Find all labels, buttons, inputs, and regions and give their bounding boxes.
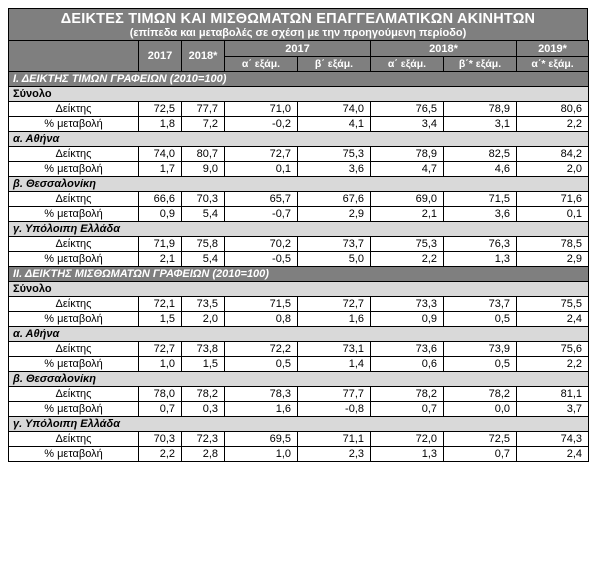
value-cell: 75,5: [517, 297, 589, 312]
table-subtitle: (επίπεδα και μεταβολές σε σχέση με την προηγούμενη περίοδο): [129, 27, 467, 39]
section-title: Ι. ΔΕΙΚΤΗΣ ΤΙΜΩΝ ΓΡΑΦΕΙΩΝ (2010=100): [9, 72, 589, 87]
value-cell: 72,0: [371, 432, 444, 447]
value-cell: 80,7: [182, 147, 225, 162]
row-label: % μεταβολή: [9, 402, 139, 417]
value-cell: 0,5: [444, 312, 517, 327]
value-cell: 78,0: [139, 387, 182, 402]
index-row: [9, 192, 589, 207]
group-row: [9, 417, 589, 432]
value-cell: 2,4: [517, 312, 589, 327]
index-table-document: [8, 8, 588, 462]
value-cell: 0,7: [444, 447, 517, 462]
value-cell: 0,5: [444, 357, 517, 372]
change-row: [9, 252, 589, 267]
value-cell: 77,7: [298, 387, 371, 402]
value-cell: 72,5: [444, 432, 517, 447]
header-half-1: α΄ εξάμ.: [225, 57, 298, 72]
value-cell: 9,0: [182, 162, 225, 177]
value-cell: 2,8: [182, 447, 225, 462]
value-cell: 84,2: [517, 147, 589, 162]
header-group-2019: 2019*: [517, 41, 589, 57]
value-cell: 73,6: [371, 342, 444, 357]
group-row: [9, 87, 589, 102]
value-cell: 78,2: [444, 387, 517, 402]
value-cell: 71,1: [298, 432, 371, 447]
value-cell: 1,3: [444, 252, 517, 267]
change-row: [9, 117, 589, 132]
row-label: Δείκτης: [9, 237, 139, 252]
value-cell: 66,6: [139, 192, 182, 207]
index-row: [9, 432, 589, 447]
value-cell: 3,6: [444, 207, 517, 222]
value-cell: 1,6: [298, 312, 371, 327]
value-cell: 2,9: [298, 207, 371, 222]
value-cell: 72,7: [298, 297, 371, 312]
value-cell: 2,9: [517, 252, 589, 267]
value-cell: 2,2: [517, 357, 589, 372]
header-blank: [9, 41, 139, 72]
value-cell: 76,3: [444, 237, 517, 252]
value-cell: 2,2: [371, 252, 444, 267]
value-cell: 69,5: [225, 432, 298, 447]
value-cell: 70,2: [225, 237, 298, 252]
value-cell: 65,7: [225, 192, 298, 207]
value-cell: 0,6: [371, 357, 444, 372]
value-cell: 74,0: [139, 147, 182, 162]
row-label: % μεταβολή: [9, 207, 139, 222]
value-cell: 0,5: [225, 357, 298, 372]
group-row: [9, 177, 589, 192]
group-row: [9, 327, 589, 342]
section-row: [9, 72, 589, 87]
value-cell: 4,1: [298, 117, 371, 132]
value-cell: 75,8: [182, 237, 225, 252]
value-cell: 1,8: [139, 117, 182, 132]
group-name: β. Θεσσαλονίκη: [9, 372, 589, 387]
value-cell: -0,2: [225, 117, 298, 132]
section-row: [9, 267, 589, 282]
value-cell: 3,1: [444, 117, 517, 132]
value-cell: 78,5: [517, 237, 589, 252]
value-cell: 3,4: [371, 117, 444, 132]
value-cell: 71,6: [517, 192, 589, 207]
group-name: α. Αθήνα: [9, 132, 589, 147]
value-cell: 81,1: [517, 387, 589, 402]
value-cell: 78,2: [371, 387, 444, 402]
value-cell: 2,3: [298, 447, 371, 462]
value-cell: 2,0: [182, 312, 225, 327]
value-cell: 74,0: [298, 102, 371, 117]
index-table: [8, 40, 589, 462]
header-group-2018: 2018*: [371, 41, 517, 57]
group-name: γ. Υπόλοιπη Ελλάδα: [9, 417, 589, 432]
value-cell: 2,0: [517, 162, 589, 177]
value-cell: 78,2: [182, 387, 225, 402]
change-row: [9, 357, 589, 372]
value-cell: 0,3: [182, 402, 225, 417]
value-cell: 1,6: [225, 402, 298, 417]
value-cell: 0,1: [225, 162, 298, 177]
value-cell: 0,1: [517, 207, 589, 222]
row-label: Δείκτης: [9, 432, 139, 447]
index-row: [9, 297, 589, 312]
row-label: Δείκτης: [9, 147, 139, 162]
value-cell: 1,0: [225, 447, 298, 462]
value-cell: 2,4: [517, 447, 589, 462]
row-label: % μεταβολή: [9, 312, 139, 327]
value-cell: 3,6: [298, 162, 371, 177]
group-row: [9, 132, 589, 147]
value-cell: 5,0: [298, 252, 371, 267]
index-row: [9, 387, 589, 402]
value-cell: 72,7: [225, 147, 298, 162]
value-cell: 0,9: [371, 312, 444, 327]
value-cell: 4,7: [371, 162, 444, 177]
header-half-3: α΄ εξάμ.: [371, 57, 444, 72]
value-cell: 70,3: [182, 192, 225, 207]
row-label: % μεταβολή: [9, 252, 139, 267]
value-cell: 1,5: [182, 357, 225, 372]
value-cell: 71,9: [139, 237, 182, 252]
value-cell: 78,3: [225, 387, 298, 402]
value-cell: 80,6: [517, 102, 589, 117]
group-name: Σύνολο: [9, 282, 589, 297]
value-cell: 70,3: [139, 432, 182, 447]
value-cell: 73,8: [182, 342, 225, 357]
table-title-block: [8, 8, 588, 40]
value-cell: 2,2: [517, 117, 589, 132]
value-cell: 4,6: [444, 162, 517, 177]
index-row: [9, 342, 589, 357]
value-cell: 1,7: [139, 162, 182, 177]
value-cell: 73,5: [182, 297, 225, 312]
group-name: Σύνολο: [9, 87, 589, 102]
value-cell: 73,1: [298, 342, 371, 357]
group-row: [9, 282, 589, 297]
value-cell: 71,5: [444, 192, 517, 207]
value-cell: 76,5: [371, 102, 444, 117]
value-cell: 72,7: [139, 342, 182, 357]
index-row: [9, 102, 589, 117]
value-cell: 78,9: [371, 147, 444, 162]
row-label: % μεταβολή: [9, 117, 139, 132]
row-label: Δείκτης: [9, 297, 139, 312]
value-cell: -0,8: [298, 402, 371, 417]
value-cell: 72,5: [139, 102, 182, 117]
group-name: γ. Υπόλοιπη Ελλάδα: [9, 222, 589, 237]
row-label: % μεταβολή: [9, 357, 139, 372]
section-title: ΙΙ. ΔΕΙΚΤΗΣ ΜΙΣΘΩΜΑΤΩΝ ΓΡΑΦΕΙΩΝ (2010=100): [9, 267, 589, 282]
value-cell: 0,9: [139, 207, 182, 222]
row-label: Δείκτης: [9, 192, 139, 207]
value-cell: 74,3: [517, 432, 589, 447]
value-cell: 67,6: [298, 192, 371, 207]
header-half-4: β΄* εξάμ.: [444, 57, 517, 72]
header-year-2017: 2017: [139, 41, 182, 72]
value-cell: 2,1: [139, 252, 182, 267]
value-cell: 75,3: [371, 237, 444, 252]
row-label: Δείκτης: [9, 342, 139, 357]
value-cell: 78,9: [444, 102, 517, 117]
table-body: [9, 72, 589, 462]
value-cell: -0,7: [225, 207, 298, 222]
value-cell: 72,3: [182, 432, 225, 447]
value-cell: 73,9: [444, 342, 517, 357]
value-cell: 82,5: [444, 147, 517, 162]
value-cell: 5,4: [182, 207, 225, 222]
change-row: [9, 312, 589, 327]
value-cell: 0,7: [139, 402, 182, 417]
change-row: [9, 447, 589, 462]
value-cell: 73,7: [444, 297, 517, 312]
header-group-2017: 2017: [225, 41, 371, 57]
value-cell: 1,4: [298, 357, 371, 372]
value-cell: 72,2: [225, 342, 298, 357]
value-cell: 69,0: [371, 192, 444, 207]
row-label: Δείκτης: [9, 387, 139, 402]
header-half-2: β΄ εξάμ.: [298, 57, 371, 72]
index-row: [9, 147, 589, 162]
group-row: [9, 222, 589, 237]
value-cell: 7,2: [182, 117, 225, 132]
group-name: α. Αθήνα: [9, 327, 589, 342]
value-cell: 71,5: [225, 297, 298, 312]
value-cell: 1,3: [371, 447, 444, 462]
value-cell: 77,7: [182, 102, 225, 117]
row-label: % μεταβολή: [9, 447, 139, 462]
row-label: % μεταβολή: [9, 162, 139, 177]
value-cell: 5,4: [182, 252, 225, 267]
group-row: [9, 372, 589, 387]
value-cell: -0,5: [225, 252, 298, 267]
value-cell: 2,2: [139, 447, 182, 462]
table-title: ΔΕΙΚΤΕΣ ΤΙΜΩΝ ΚΑΙ ΜΙΣΘΩΜΑΤΩΝ ΕΠΑΓΓΕΛΜΑΤΙΚΩΝ ΑΚΙΝΗΤΩΝ: [60, 11, 536, 27]
value-cell: 72,1: [139, 297, 182, 312]
header-year-2018: 2018*: [182, 41, 225, 72]
value-cell: 75,6: [517, 342, 589, 357]
change-row: [9, 207, 589, 222]
value-cell: 73,7: [298, 237, 371, 252]
value-cell: 73,3: [371, 297, 444, 312]
group-name: β. Θεσσαλονίκη: [9, 177, 589, 192]
header-half-5: α΄* εξάμ.: [517, 57, 589, 72]
change-row: [9, 162, 589, 177]
value-cell: 3,7: [517, 402, 589, 417]
value-cell: 75,3: [298, 147, 371, 162]
change-row: [9, 402, 589, 417]
value-cell: 1,5: [139, 312, 182, 327]
index-row: [9, 237, 589, 252]
value-cell: 1,0: [139, 357, 182, 372]
row-label: Δείκτης: [9, 102, 139, 117]
value-cell: 0,0: [444, 402, 517, 417]
value-cell: 71,0: [225, 102, 298, 117]
value-cell: 0,8: [225, 312, 298, 327]
table-header: [9, 41, 589, 72]
value-cell: 0,7: [371, 402, 444, 417]
value-cell: 2,1: [371, 207, 444, 222]
